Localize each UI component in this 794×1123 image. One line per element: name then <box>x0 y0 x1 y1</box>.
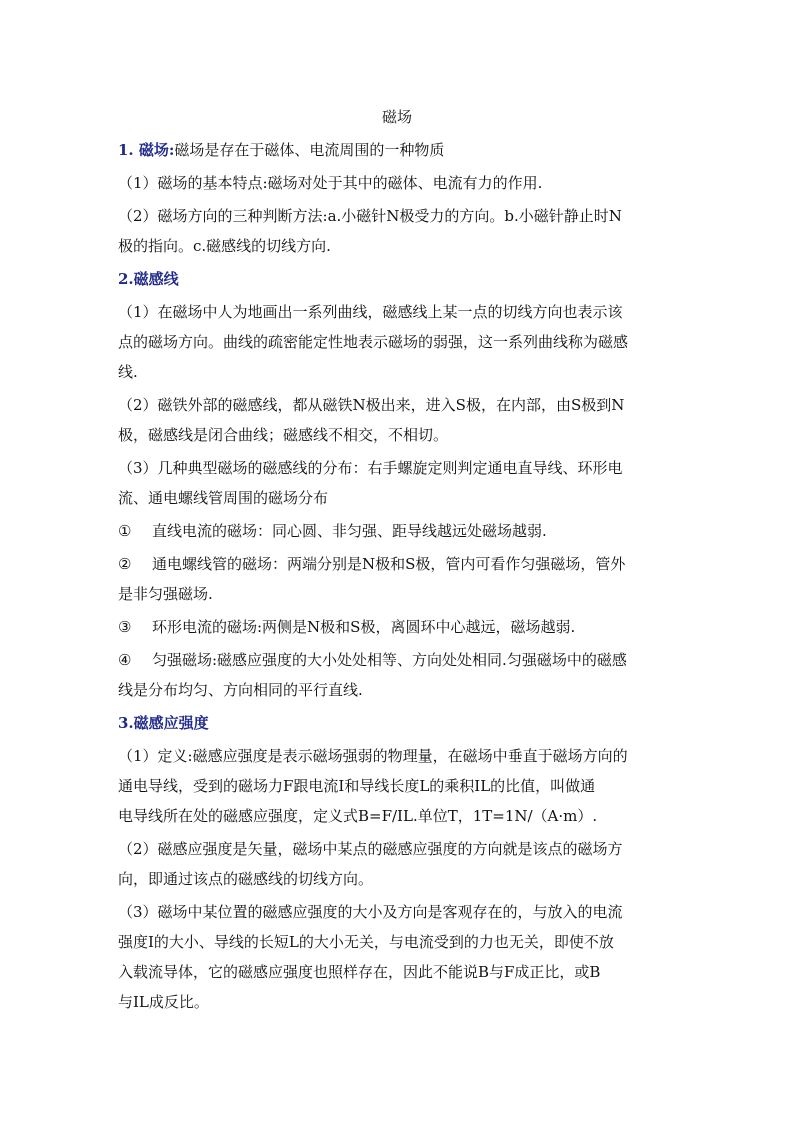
paragraph-line: （3）几种典型磁场的磁感线的分布：右手螺旋定则判定通电直导线、环形电 <box>118 459 623 477</box>
list-item-text: 环形电流的磁场:两侧是N极和S极，离圆环中心越远，磁场越弱. <box>152 618 576 636</box>
list-marker: ② <box>118 555 132 573</box>
paragraph-line: 极的指向。c.磁感线的切线方向. <box>118 237 331 255</box>
paragraph-line: 向，即通过该点的磁感线的切线方向。 <box>118 870 374 888</box>
paragraph-line: （1）磁场的基本特点:磁场对处于其中的磁体、电流有力的作用. <box>118 174 543 192</box>
paragraph-line: 点的磁场方向。曲线的疏密能定性地表示磁场的弱强，这一系列曲线称为磁感 <box>118 333 629 351</box>
paragraph-line: 入载流导体，它的磁感应强度也照样存在，因此不能说B与F成正比，或B <box>118 963 601 981</box>
section-heading: 2.磁感线 <box>118 270 179 288</box>
paragraph-line: （3）磁场中某位置的磁感应强度的大小及方向是客观存在的，与放入的电流 <box>118 903 623 921</box>
paragraph-line: 通电导线，受到的磁场力F跟电流I和导线长度L的乘积IL的比值，叫做通 <box>118 777 596 795</box>
paragraph-line: 与IL成反比。 <box>118 993 209 1011</box>
paragraph-line: 电导线所在处的磁感应强度，定义式B=F/IL.单位T，1T=1N/（A·m）. <box>118 807 598 825</box>
paragraph-line: 流、通电螺线管周围的磁场分布 <box>118 489 329 507</box>
paragraph-line: 是非匀强磁场. <box>118 585 213 603</box>
paragraph-line: 强度I的大小、导线的长短L的大小无关，与电流受到的力也无关，即使不放 <box>118 933 614 951</box>
paragraph-line: （1）定义:磁感应强度是表示磁场强弱的物理量，在磁场中垂直于磁场方向的 <box>118 747 628 765</box>
paragraph-line: （2）磁感应强度是矢量，磁场中某点的磁感应强度的方向就是该点的磁场方 <box>118 840 623 858</box>
paragraph-line: （2）磁场方向的三种判断方法:a.小磁针N极受力的方向。b.小磁针静止时N <box>118 207 622 225</box>
section-heading-line <box>118 140 678 160</box>
list-item <box>118 650 678 670</box>
list-item <box>118 521 678 541</box>
list-item <box>118 554 678 574</box>
section-heading: 3.磁感应强度 <box>118 714 209 732</box>
paragraph-line: （1）在磁场中人为地画出一系列曲线，磁感线上某一点的切线方向也表示该 <box>118 303 623 321</box>
list-marker: ④ <box>118 651 132 669</box>
list-item-text: 直线电流的磁场：同心圆、非匀强、距导线越远处磁场越弱. <box>152 522 547 540</box>
list-marker: ③ <box>118 618 132 636</box>
paragraph-line: 线. <box>118 363 138 381</box>
section-heading: 1. 磁场: <box>118 141 175 159</box>
list-item-text: 通电螺线管的磁场：两端分别是N极和S极，管内可看作匀强磁场，管外 <box>152 555 626 573</box>
list-marker: ① <box>118 522 132 540</box>
page-title: 磁场 <box>381 108 412 126</box>
list-item <box>118 617 678 637</box>
paragraph-line: （2）磁铁外部的磁感线，都从磁铁N极出来，进入S极，在内部，由S极到N <box>118 396 625 414</box>
paragraph-line: 线是分布均匀、方向相同的平行直线. <box>118 681 363 699</box>
list-item-text: 匀强磁场:磁感应强度的大小处处相等、方向处处相同.匀强磁场中的磁感 <box>152 651 627 669</box>
paragraph-text: 磁场是存在于磁体、电流周围的一种物质 <box>174 141 445 159</box>
paragraph-line: 极，磁感线是闭合曲线；磁感线不相交，不相切。 <box>118 426 449 444</box>
